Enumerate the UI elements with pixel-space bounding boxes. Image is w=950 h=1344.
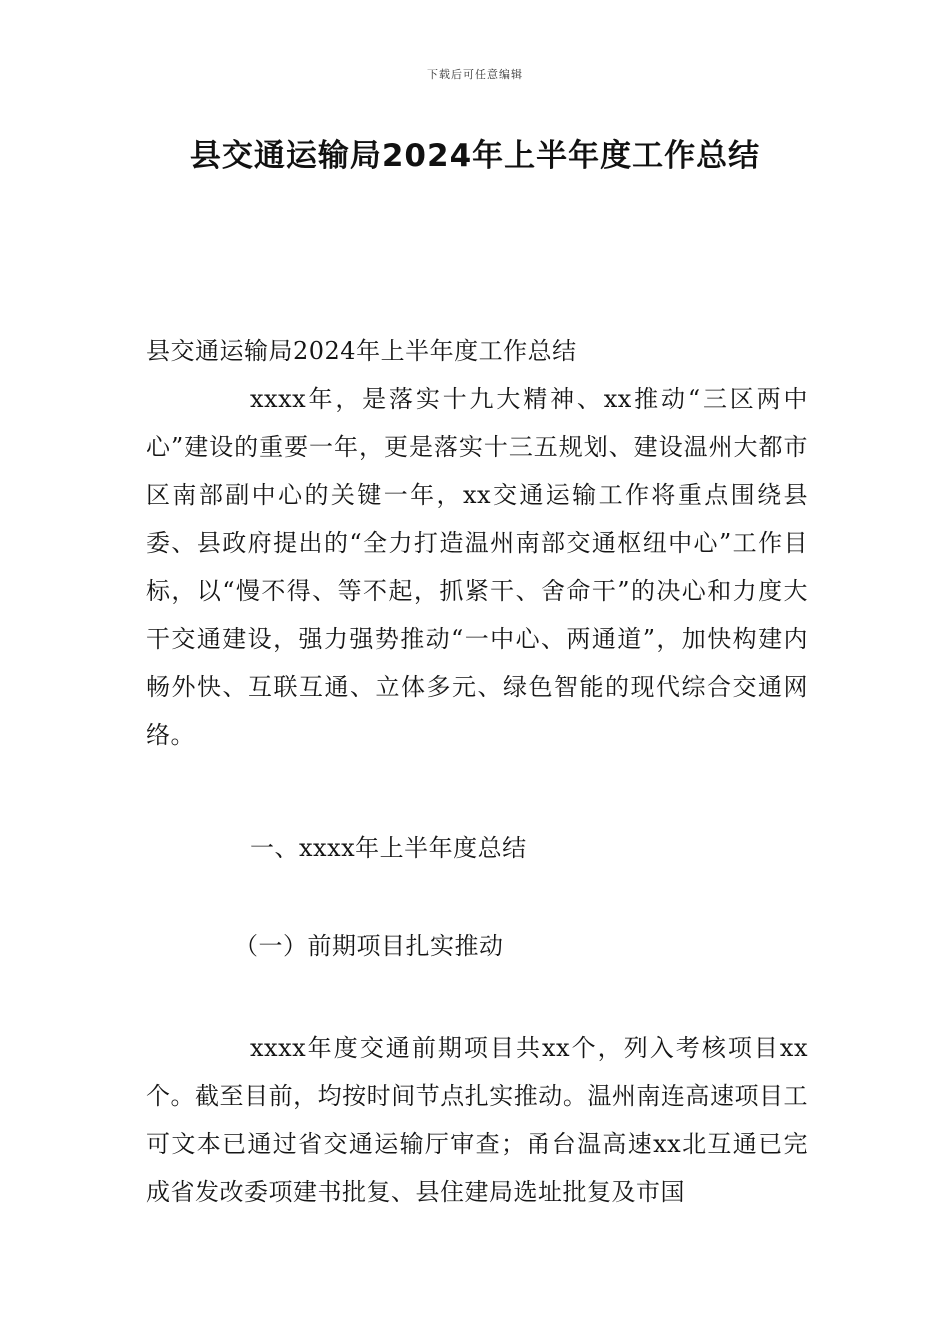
intro-paragraph: xxxx年，是落实十九大精神、xx推动“三区两中心”建设的重要一年，更是落实十三五规划、建设温州大都市区南部副中心的关键一年，xx交通运输工作将重点围绕县委、县政府提出的“全力打造温州南部交通枢纽中心”工作目标，以“慢不得、等不起，抓紧干、舍命干”的决心和力度大干交通建设，强力强势推动“一中心、两通道”，加快构建内畅外快、互联互通、立体多元、绿色智能的现代综合交通网络。 [146, 385, 808, 749]
section-heading: 一、xxxx年上半年度总结 [250, 834, 527, 862]
subsection-heading: （一）前期项目扎实推动 [234, 932, 504, 960]
body-paragraph: xxxx年度交通前期项目共xx个，列入考核项目xx个。截至目前，均按时间节点扎实推动。温州南连高速项目工可文本已通过省交通运输厅审查；甬台温高速xx北互通已完成省发改委项建书批复、县住建局选址批复及市国 [146, 1034, 808, 1206]
header-note: 下载后可任意编辑 [427, 68, 523, 81]
document-title: 县交通运输局2024年上半年度工作总结 [189, 138, 761, 174]
document-subtitle: 县交通运输局2024年上半年度工作总结 [146, 337, 577, 365]
